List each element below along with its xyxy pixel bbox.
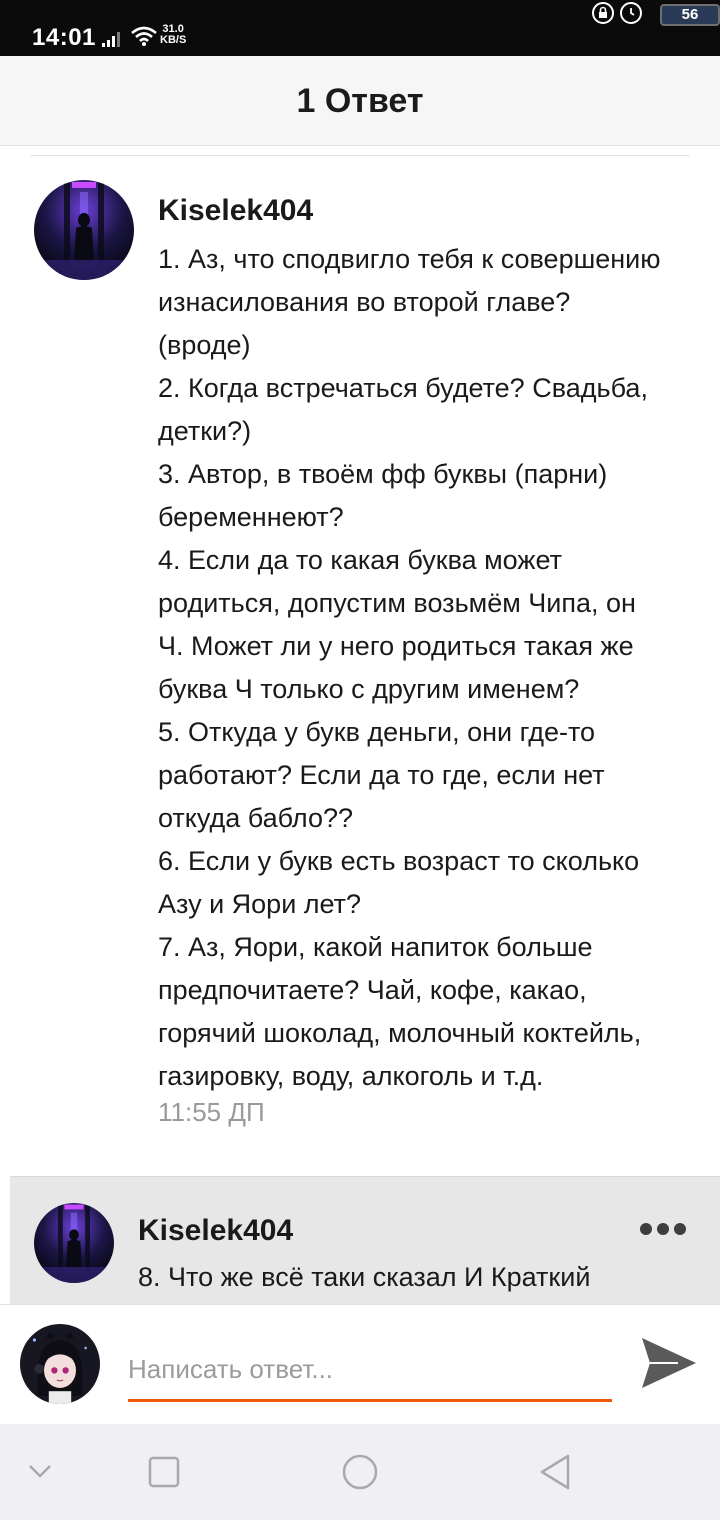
reply-card[interactable] — [10, 1176, 720, 1316]
nav-back-icon — [528, 1446, 584, 1498]
signal-icon — [102, 31, 122, 47]
comment-line: откуда бабло?? — [158, 803, 353, 833]
comment-line: 5. Откуда у букв деньги, они где-то — [158, 717, 596, 747]
comment-line: 1. Аз, что сподвигло тебя к совершению — [158, 244, 661, 274]
network-speed — [160, 24, 186, 46]
alarm-icon — [620, 2, 642, 24]
comment-text — [158, 238, 703, 1098]
comment-line: 3. Автор, в твоём фф буквы (парни) — [158, 459, 608, 489]
comment-line: 4. Если да то какая буква может — [158, 545, 562, 575]
comment-line: Ч. Может ли у него родиться такая же — [158, 631, 634, 661]
battery-icon — [660, 4, 720, 26]
reply-input[interactable] — [128, 1340, 612, 1402]
status-bar — [0, 0, 720, 56]
reply-author[interactable]: Kiselek404 — [138, 1214, 294, 1247]
divider — [30, 155, 690, 156]
network-speed-unit: KB/S — [160, 34, 187, 46]
comment-line: изнасилования во второй главе? — [158, 287, 571, 317]
user-avatar[interactable] — [20, 1324, 100, 1404]
more-icon[interactable] — [640, 1221, 686, 1237]
comment-line: родиться, допустим возьмём Чипа, он — [158, 588, 636, 618]
nav-recents-button[interactable] — [136, 1446, 192, 1498]
comment-line: газировку, воду, алкоголь и т.д. — [158, 1061, 544, 1091]
reply-avatar[interactable] — [34, 1203, 114, 1283]
nav-back-button[interactable] — [528, 1446, 584, 1498]
comment-line: работают? Если да то где, если нет — [158, 760, 605, 790]
avatar[interactable] — [34, 180, 134, 280]
send-icon — [638, 1334, 700, 1392]
wifi-icon — [130, 26, 158, 46]
comment-line: буква Ч только с другим именем? — [158, 674, 580, 704]
comment-author[interactable]: Kiselek404 — [158, 194, 314, 227]
network-speed-value: 31.0 — [162, 23, 184, 35]
nav-hide-button[interactable] — [12, 1446, 68, 1498]
comment-line: 2. Когда встречаться будете? Свадьба, — [158, 373, 648, 403]
comment-line: предпочитаете? Чай, кофе, какао, — [158, 975, 587, 1005]
status-time: 14:01 — [32, 24, 96, 51]
nav-recents-icon — [136, 1446, 192, 1498]
send-button[interactable] — [638, 1334, 700, 1392]
nav-hide-icon — [12, 1446, 68, 1498]
comment-line: Азу и Яори лет? — [158, 889, 362, 919]
battery-level: 56 — [681, 6, 699, 23]
nav-home-button[interactable] — [332, 1446, 388, 1498]
reply-text: 8. Что же всё таки сказал И Краткий — [138, 1262, 591, 1292]
comment-line: (вроде) — [158, 330, 251, 360]
comment-line: беременнеют? — [158, 502, 344, 532]
comment-line: горячий шоколад, молочный коктейль, — [158, 1018, 642, 1048]
rotation-lock-icon — [592, 2, 614, 24]
header — [0, 56, 720, 146]
comment-line: 7. Аз, Яори, какой напиток больше — [158, 932, 593, 962]
comment-line: 6. Если у букв есть возраст то сколько — [158, 846, 640, 876]
page-title: 1 Ответ — [296, 82, 424, 120]
comment-line: детки?) — [158, 416, 252, 446]
comment-timestamp: 11:55 ДП — [158, 1097, 265, 1127]
nav-home-icon — [332, 1446, 388, 1498]
